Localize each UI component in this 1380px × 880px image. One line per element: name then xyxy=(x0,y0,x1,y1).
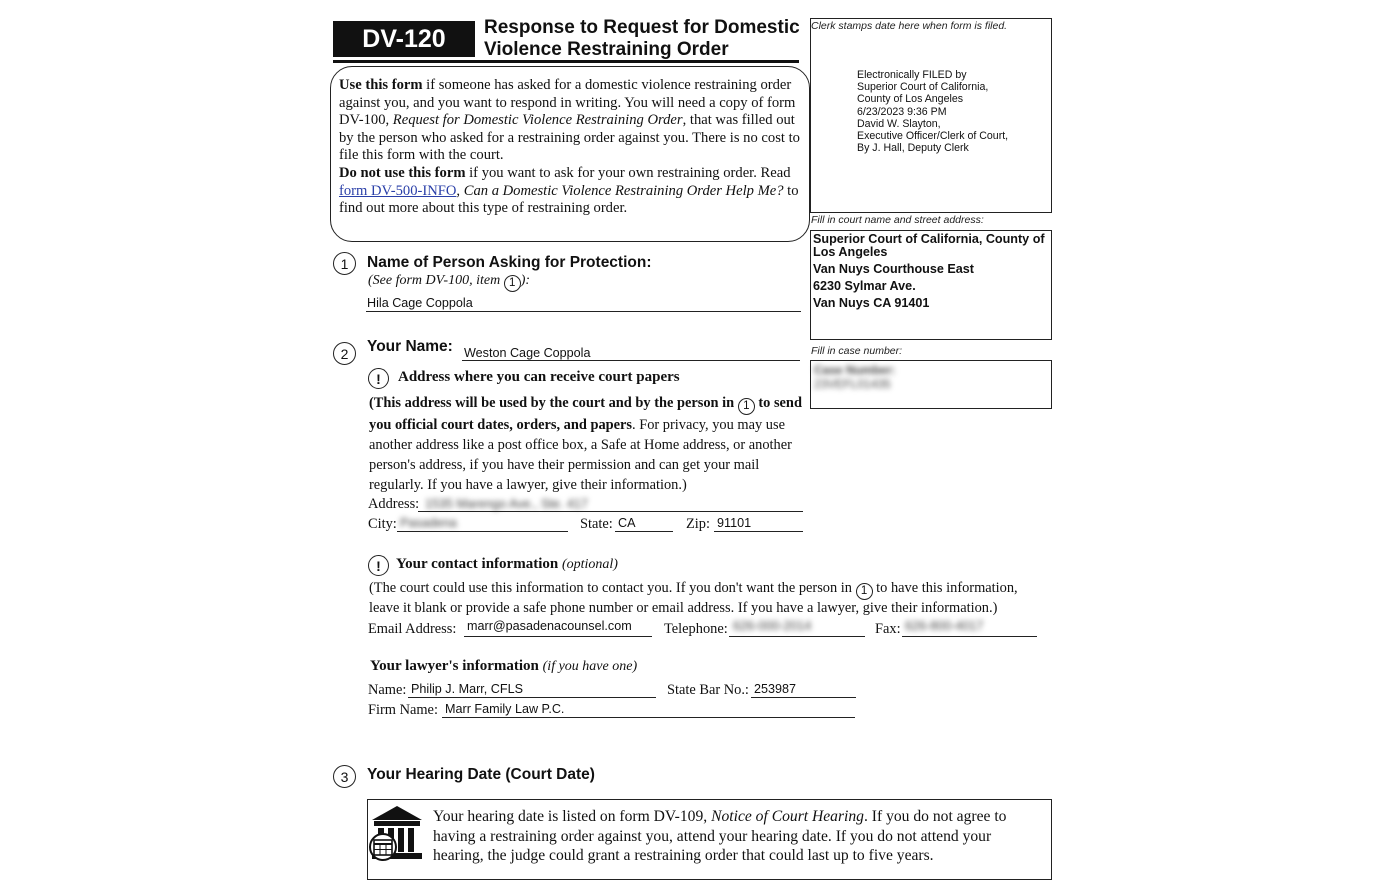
address-instructions-bold1: (This address will be used by the court and by the person in xyxy=(369,395,738,411)
intro-donot-text2: to find out more about this type of restraining order. xyxy=(339,182,799,217)
fax-value: 626-800-4017 xyxy=(905,619,984,633)
petitioner-name-value: Hila Cage Coppola xyxy=(367,296,473,310)
state-label: State: xyxy=(580,516,613,532)
filing-stamp xyxy=(857,69,1008,154)
section-1-number: 1 xyxy=(333,252,356,275)
city-label: City: xyxy=(368,516,397,532)
lawyer-name-field[interactable] xyxy=(408,697,656,698)
state-bar-field[interactable] xyxy=(751,697,856,698)
stamp-line: 6/23/2023 9:36 PM xyxy=(857,105,947,118)
intro-donot-paragraph xyxy=(339,165,801,218)
firm-name-label: Firm Name: xyxy=(368,702,438,718)
fax-label: Fax: xyxy=(875,621,901,637)
respondent-name-value: Weston Cage Coppola xyxy=(464,346,591,360)
respondent-name-field[interactable] xyxy=(462,360,800,361)
state-bar-value: 253987 xyxy=(754,682,797,696)
form-title xyxy=(484,17,804,61)
intro-donot-bold: Do not use this form xyxy=(339,164,466,181)
contact-instructions-pre: (The court could use this information to contact you. If you don't want the person in xyxy=(369,580,856,596)
telephone-value: 626-000-2014 xyxy=(733,619,812,633)
section-1-heading: Name of Person Asking for Protection: xyxy=(367,254,652,271)
address-value: 1535 Marengo Ave., Ste. 417 xyxy=(425,497,588,511)
form-title-line1: Response to Request for Domestic xyxy=(484,17,800,38)
email-label: Email Address: xyxy=(368,621,457,637)
contact-heading-text: Your contact information xyxy=(396,556,559,572)
intro-use-text1: if someone has asked for a domestic violence restraining order against you, and you want to respond in writing. You will need a copy of form DV-100, xyxy=(339,77,796,129)
firm-name-value: Marr Family Law P.C. xyxy=(445,702,565,716)
section-3-heading: Your Hearing Date (Court Date) xyxy=(367,766,595,783)
state-bar-label: State Bar No.: xyxy=(667,682,749,698)
address-label: Address: xyxy=(368,496,420,512)
court-line-3: 6230 Sylmar Ave. xyxy=(813,279,916,293)
address-instructions-text: . For privacy, you may use another address like a post office box, a Safe at Home address, or another person's address, if you have their permission and can get your mail regularly. If you have a lawyer, give their information.) xyxy=(369,416,792,493)
state-field[interactable] xyxy=(615,531,673,532)
contact-instructions xyxy=(369,580,1037,618)
intro-donot-comma: , xyxy=(456,182,464,199)
courthouse-calendar-icon xyxy=(368,804,426,869)
lawyer-name-value: Philip J. Marr, CFLS xyxy=(411,682,523,696)
fax-field[interactable] xyxy=(902,636,1037,637)
case-number-label: Fill in case number: xyxy=(811,345,903,357)
city-value: Pasadena xyxy=(400,516,457,530)
firm-name-field[interactable] xyxy=(442,717,855,718)
hearing-text-1: Your hearing date is listed on form DV-109, xyxy=(433,808,712,825)
stamp-line: County of Los Angeles xyxy=(857,93,964,106)
section-2-number: 2 xyxy=(333,342,356,365)
hearing-text xyxy=(433,807,1038,866)
address-field[interactable] xyxy=(418,511,803,512)
lawyer-heading-text: Your lawyer's information xyxy=(370,658,539,674)
form-id: DV-120 xyxy=(333,21,475,57)
contact-instructions-post: to have this information, leave it blank or provide a safe phone number or email address. If you have a lawyer, give their information.) xyxy=(369,580,1018,617)
case-number-value: 23VEFL01435 xyxy=(814,377,891,391)
email-field[interactable] xyxy=(464,636,652,637)
email-value: marr@pasadenacounsel.com xyxy=(467,619,632,633)
contact-optional: (optional) xyxy=(561,557,618,572)
exclamation-icon: ! xyxy=(368,555,389,576)
zip-label: Zip: xyxy=(686,516,710,532)
section-1-sub-pre: (See form DV-100, item xyxy=(368,273,504,288)
intro-donot-text1: if you want to ask for your own restraining order. Read xyxy=(465,164,791,181)
exclamation-icon: ! xyxy=(368,368,389,389)
intro-use-paragraph xyxy=(339,77,801,165)
petitioner-name-field[interactable] xyxy=(366,311,801,312)
zip-field[interactable] xyxy=(714,531,803,532)
form-title-line2: Violence Restraining Order xyxy=(484,39,729,60)
address-instructions xyxy=(369,393,809,495)
intro-box xyxy=(330,66,810,242)
section-2-heading: Your Name: xyxy=(367,338,453,355)
stamp-line: Executive Officer/Clerk of Court, xyxy=(857,130,1009,143)
stamp-line: Superior Court of California, xyxy=(857,81,989,94)
address-instructions-bold2: to send you official court dates, orders, and papers xyxy=(369,395,802,433)
dv500-info-link[interactable]: form DV-500-INFO xyxy=(339,182,457,199)
section-3-number: 3 xyxy=(333,765,356,788)
address-heading: Address where you can receive court papers xyxy=(398,369,680,385)
telephone-field[interactable] xyxy=(729,636,865,637)
section-1-sub-post: ): xyxy=(520,273,531,288)
stamp-line: By J. Hall, Deputy Clerk xyxy=(857,142,969,155)
stamp-line: David W. Slayton, xyxy=(857,117,941,130)
stamp-line: Electronically FILED by xyxy=(857,69,967,81)
telephone-label: Telephone: xyxy=(664,621,728,637)
lawyer-name-label: Name: xyxy=(368,682,407,698)
zip-value: 91101 xyxy=(717,516,752,530)
intro-donot-ital: Can a Domestic Violence Restraining Order Help Me? xyxy=(463,182,784,199)
item-ref-circle: 1 xyxy=(856,583,873,600)
clerk-stamp-label: Clerk stamps date here when form is filed. xyxy=(811,20,1008,32)
court-line-4: Van Nuys CA 91401 xyxy=(813,296,930,310)
court-name: Superior Court of California, County of Los Angeles xyxy=(813,232,1045,259)
lawyer-optional: (if you have one) xyxy=(542,659,638,674)
title-rule xyxy=(333,60,799,63)
intro-use-ital: Request for Domestic Violence Restraining Order xyxy=(392,112,683,129)
contact-heading xyxy=(396,556,618,573)
court-line-2: Van Nuys Courthouse East xyxy=(813,262,974,276)
intro-use-text2: , that was filled out by the person who asked for a restraining order against you. There is no cost to file this form with the court. xyxy=(339,112,800,164)
hearing-text-2: . If you do not agree to having a restraining order against you, attend your hearing date. If you do not attend your hearing, the judge could grant a restraining order that could last up to five years. xyxy=(433,808,1007,865)
intro-use-bold: Use this form xyxy=(339,77,423,93)
section-1-subtitle xyxy=(368,273,530,292)
item-ref-circle: 1 xyxy=(738,398,755,415)
state-value: CA xyxy=(618,516,636,530)
lawyer-heading xyxy=(370,658,637,675)
city-field[interactable] xyxy=(397,531,568,532)
item-ref-circle: 1 xyxy=(504,275,521,292)
court-address-label: Fill in court name and street address: xyxy=(811,214,984,226)
case-number-title: Case Number: xyxy=(814,363,896,377)
hearing-text-ital: Notice of Court Hearing xyxy=(711,808,864,825)
